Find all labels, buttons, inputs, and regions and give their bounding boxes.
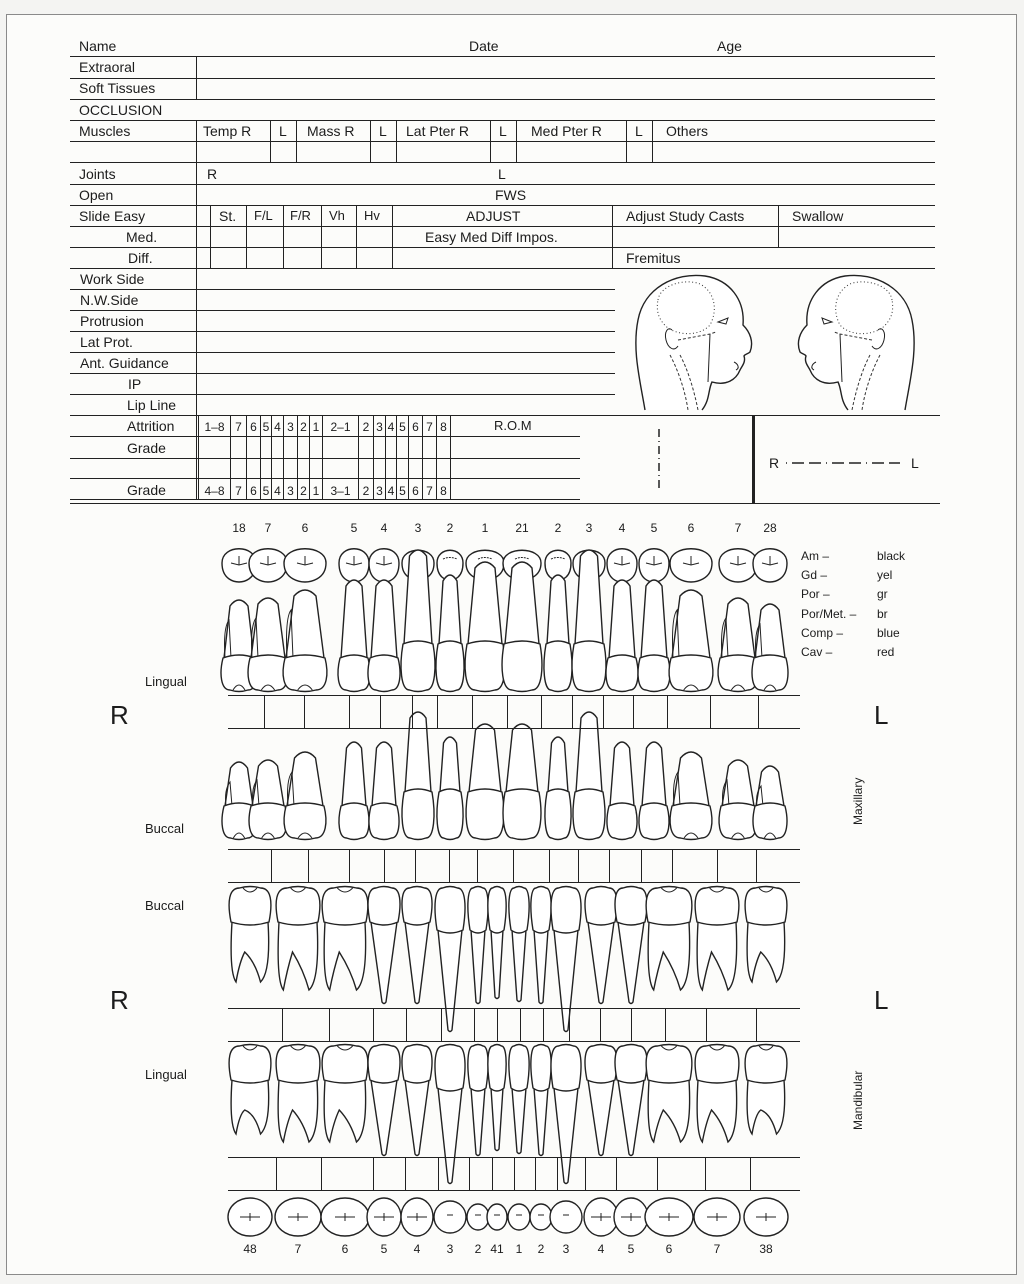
mandibular-tooth-number: 7: [294, 1242, 302, 1256]
tooth-upper[interactable]: [752, 604, 788, 692]
tooth-notation-cell[interactable]: [330, 1009, 372, 1040]
muscle-mass-l: L: [379, 123, 387, 139]
tooth-upper[interactable]: [638, 580, 670, 692]
tooth-occlusal-lower[interactable]: [401, 1198, 433, 1236]
tooth-notation-cell[interactable]: [658, 1158, 704, 1189]
mandibular-tooth-number: 41: [490, 1242, 504, 1256]
tooth-lower[interactable]: [229, 887, 271, 983]
attrition-lower-tooth: 7: [235, 484, 242, 498]
maxillary-tooth-number: 1: [481, 521, 489, 535]
tooth-occlusal-upper[interactable]: [670, 549, 712, 582]
lingual-label-lower: Lingual: [145, 1067, 187, 1082]
attrition-lower-tooth: 7: [426, 484, 433, 498]
tooth-notation-cell[interactable]: [407, 1009, 440, 1040]
attrition-upper-tooth: 6: [250, 420, 257, 434]
chart-grid-rule: [228, 1041, 800, 1042]
tooth-notation-cell[interactable]: [706, 1158, 749, 1189]
tooth-occlusal-lower[interactable]: [508, 1204, 530, 1230]
tooth-notation-cell[interactable]: [439, 1158, 468, 1189]
maxillary-tooth-number: 28: [763, 521, 777, 535]
tooth-upper[interactable]: [338, 580, 370, 692]
tooth-occlusal-lower[interactable]: [367, 1198, 401, 1236]
tooth-notation-cell[interactable]: [374, 1009, 405, 1040]
tooth-upper[interactable]: [369, 742, 399, 840]
tooth-upper[interactable]: [466, 724, 504, 840]
tooth-notation-cell[interactable]: [666, 1009, 705, 1040]
open-label: Open: [79, 187, 114, 203]
attrition-upper-tooth: 2: [300, 420, 307, 434]
nw-side-label: N.W.Side: [80, 292, 139, 308]
tooth-lower[interactable]: [368, 1045, 400, 1156]
tooth-lower[interactable]: [468, 1045, 488, 1156]
attrition-upper-tooth: 4: [274, 420, 281, 434]
tooth-lower[interactable]: [322, 1045, 368, 1143]
tooth-notation-cell[interactable]: [544, 1009, 568, 1040]
tooth-notation-cell[interactable]: [521, 1009, 542, 1040]
tooth-lower[interactable]: [745, 887, 787, 983]
tooth-notation-cell[interactable]: [498, 1009, 519, 1040]
attrition-upper-tooth: 2–1: [330, 420, 351, 434]
maxillary-tooth-number: 6: [301, 521, 309, 535]
protrusion-label: Protrusion: [80, 313, 144, 329]
tooth-upper[interactable]: [639, 742, 669, 840]
tooth-notation-cell[interactable]: [350, 696, 379, 727]
tooth-notation-cell[interactable]: [416, 850, 448, 881]
tooth-lower[interactable]: [531, 1045, 551, 1156]
tooth-upper[interactable]: [339, 742, 369, 840]
attrition-upper-tooth: 4: [387, 420, 395, 434]
age-label: Age: [717, 38, 742, 54]
tooth-upper[interactable]: [502, 562, 542, 692]
name-label: Name: [79, 38, 117, 54]
tooth-notation-cell[interactable]: [438, 696, 471, 727]
attrition-upper-tooth: 7: [235, 420, 242, 434]
tooth-occlusal-lower[interactable]: [614, 1198, 648, 1236]
attrition-label: Attrition: [127, 418, 175, 434]
muscle-temp-l: L: [279, 123, 287, 139]
maxillary-tooth-number: 5: [650, 521, 658, 535]
muscle-mass-r: Mass R: [307, 123, 355, 139]
legend-material: Gd –: [801, 568, 828, 583]
tooth-notation-cell[interactable]: [668, 696, 709, 727]
tooth-lower[interactable]: [509, 1045, 529, 1154]
muscle-lat-pter-l: L: [499, 123, 507, 139]
tooth-lower[interactable]: [531, 887, 551, 1004]
tooth-notation-cell[interactable]: [229, 850, 270, 881]
attrition-lower-tooth: 2: [362, 484, 370, 498]
muscle-lat-pter-r: Lat Pter R: [406, 123, 470, 139]
adjust-heading: ADJUST: [466, 208, 521, 224]
slide-med-label: Med.: [126, 229, 158, 245]
rom-label: R.O.M: [494, 418, 532, 433]
tooth-notation-cell[interactable]: [757, 850, 799, 881]
tooth-lower[interactable]: [745, 1045, 787, 1135]
tooth-upper[interactable]: [669, 590, 713, 692]
tooth-lower[interactable]: [488, 1045, 506, 1151]
tooth-upper[interactable]: [607, 742, 637, 840]
tooth-notation-cell[interactable]: [442, 1009, 473, 1040]
tooth-lower[interactable]: [615, 1045, 647, 1156]
slide-col-vh: Vh: [329, 208, 345, 223]
tooth-upper[interactable]: [284, 752, 326, 840]
tooth-upper[interactable]: [402, 712, 434, 840]
tooth-notation-cell[interactable]: [673, 850, 716, 881]
tooth-notation-cell[interactable]: [265, 696, 303, 727]
tooth-lower[interactable]: [322, 887, 368, 991]
joints-label: Joints: [79, 166, 116, 182]
grade-label-1: Grade: [127, 440, 166, 456]
tooth-notation-cell[interactable]: [542, 696, 571, 727]
maxillary-tooth-number: 2: [446, 521, 454, 535]
slide-col-st: St.: [219, 208, 237, 224]
tooth-lower[interactable]: [585, 887, 617, 1004]
occlusion-heading: OCCLUSION: [79, 102, 163, 118]
tooth-notation-cell[interactable]: [381, 696, 411, 727]
tooth-notation-cell[interactable]: [570, 1009, 599, 1040]
buccal-label-upper: Buccal: [145, 821, 185, 836]
tooth-notation-cell[interactable]: [751, 1158, 799, 1189]
tooth-notation-cell[interactable]: [601, 1009, 630, 1040]
maxillary-tooth-number: 21: [515, 521, 529, 535]
tooth-notation-cell[interactable]: [558, 1158, 584, 1189]
tooth-lower[interactable]: [695, 887, 739, 991]
right-side-marker-upper: R: [110, 700, 129, 730]
rom-r-label: R: [769, 455, 780, 471]
tooth-notation-cell[interactable]: [229, 1158, 275, 1189]
rom-l-label: L: [911, 455, 919, 471]
tooth-occlusal-upper[interactable]: [753, 549, 787, 582]
slide-col-fl: F/L: [254, 208, 273, 223]
tooth-notation-cell[interactable]: [718, 850, 755, 881]
tooth-lower[interactable]: [646, 1045, 692, 1143]
tooth-upper[interactable]: [436, 575, 464, 692]
legend-color: blue: [877, 625, 900, 640]
attrition-lower-tooth: 5: [399, 484, 406, 498]
mandibular-tooth-number: 4: [413, 1242, 421, 1256]
tooth-notation-cell[interactable]: [610, 850, 640, 881]
legend-color: yel: [877, 568, 893, 583]
tooth-occlusal-lower[interactable]: [275, 1198, 321, 1236]
attrition-upper-tooth: 1: [312, 420, 320, 434]
slide-easy-label: Slide Easy: [79, 208, 146, 224]
attrition-lower-tooth: 4: [274, 484, 281, 498]
legend-color: black: [877, 549, 906, 563]
tooth-occlusal-lower[interactable]: [584, 1198, 618, 1236]
maxillary-tooth-number: 3: [414, 521, 422, 535]
tooth-notation-cell[interactable]: [586, 1158, 615, 1189]
maxillary-label: Maxillary: [851, 777, 865, 825]
tooth-lower[interactable]: [276, 1045, 320, 1143]
maxillary-tooth-number: 3: [585, 521, 593, 535]
mandibular-tooth-number: 48: [243, 1242, 257, 1256]
soft-tissues-label: Soft Tissues: [79, 80, 156, 96]
joints-r: R: [207, 166, 218, 182]
buccal-label-lower: Buccal: [145, 898, 185, 913]
tooth-notation-cell[interactable]: [322, 1158, 372, 1189]
attrition-lower-tooth: 3: [376, 484, 383, 498]
attrition-lower-tooth: 4: [387, 484, 395, 498]
tooth-notation-cell[interactable]: [305, 696, 348, 727]
slide-diff-label: Diff.: [128, 250, 153, 266]
attrition-upper-tooth: 1–8: [204, 420, 225, 434]
attrition-upper-tooth: 5: [399, 420, 406, 434]
tooth-notation-cell[interactable]: [508, 696, 540, 727]
tooth-notation-cell[interactable]: [550, 850, 577, 881]
joints-l: L: [498, 166, 506, 182]
tooth-occlusal-lower[interactable]: [434, 1201, 466, 1233]
tooth-lower[interactable]: [276, 887, 320, 991]
tooth-occlusal-lower[interactable]: [530, 1204, 552, 1230]
slide-col-hv: Hv: [364, 208, 380, 223]
mandibular-tooth-number: 5: [380, 1242, 388, 1256]
tooth-occlusal-upper[interactable]: [607, 549, 637, 582]
muscle-temp-r: Temp R: [203, 123, 252, 139]
tooth-notation-cell[interactable]: [283, 1009, 328, 1040]
legend-material: Am –: [801, 549, 830, 563]
mandibular-tooth-number: 1: [515, 1242, 523, 1256]
swallow-label: Swallow: [792, 208, 844, 224]
chart-grid-rule: [228, 882, 800, 883]
left-side-marker-upper: L: [874, 700, 889, 730]
work-side-label: Work Side: [80, 271, 145, 287]
adjust-study-casts-label: Adjust Study Casts: [626, 208, 745, 224]
tooth-lower[interactable]: [402, 887, 432, 1004]
tooth-notation-cell[interactable]: [493, 1158, 513, 1189]
tooth-lower[interactable]: [585, 1045, 617, 1156]
attrition-lower-tooth: 6: [412, 484, 419, 498]
mandibular-tooth-number: 6: [341, 1242, 349, 1256]
lat-prot-label: Lat Prot.: [80, 334, 133, 350]
tooth-notation-cell[interactable]: [573, 696, 602, 727]
tooth-occlusal-lower[interactable]: [550, 1201, 582, 1233]
tooth-upper[interactable]: [465, 562, 505, 692]
tooth-occlusal-lower[interactable]: [487, 1204, 507, 1230]
attrition-upper-tooth: 5: [262, 420, 270, 434]
tooth-lower[interactable]: [615, 887, 647, 1004]
muscle-others: Others: [666, 123, 709, 139]
tooth-notation-cell[interactable]: [579, 850, 608, 881]
tooth-notation-cell[interactable]: [634, 696, 666, 727]
attrition-upper-tooth: 2: [362, 420, 370, 434]
tooth-notation-cell[interactable]: [350, 850, 383, 881]
attrition-lower-tooth: 5: [262, 484, 270, 498]
maxillary-tooth-number: 7: [734, 521, 742, 535]
tooth-occlusal-lower[interactable]: [228, 1198, 272, 1236]
adjust-scale: Easy Med Diff Impos.: [425, 229, 558, 245]
mandibular-tooth-number: 2: [474, 1242, 482, 1256]
date-label: Date: [469, 38, 499, 54]
attrition-lower-tooth: 3: [287, 484, 294, 498]
mandibular-label: Mandibular: [851, 1070, 865, 1130]
grade-label-2: Grade: [127, 482, 166, 498]
attrition-upper-tooth: 6: [412, 420, 419, 434]
tooth-notation-cell[interactable]: [536, 1158, 556, 1189]
tooth-occlusal-lower[interactable]: [744, 1198, 788, 1236]
muscles-label: Muscles: [79, 123, 131, 139]
tooth-notation-cell[interactable]: [757, 1009, 799, 1040]
maxillary-tooth-number: 7: [264, 521, 272, 535]
lingual-label-upper: Lingual: [145, 674, 187, 689]
mandibular-tooth-number: 6: [665, 1242, 673, 1256]
tooth-upper[interactable]: [606, 580, 638, 692]
tooth-notation-cell[interactable]: [406, 1158, 437, 1189]
legend-material: Cav –: [801, 645, 833, 659]
tooth-lower[interactable]: [402, 1045, 432, 1156]
tooth-occlusal-upper[interactable]: [339, 549, 369, 582]
mandibular-tooth-number: 5: [627, 1242, 635, 1256]
mandibular-tooth-number: 38: [759, 1242, 773, 1256]
attrition-lower-tooth: 1: [312, 484, 320, 498]
tooth-notation-cell[interactable]: [759, 696, 799, 727]
attrition-lower-tooth: 3–1: [330, 484, 351, 498]
mandibular-tooth-number: 2: [537, 1242, 545, 1256]
tooth-lower[interactable]: [488, 887, 506, 999]
tooth-notation-cell[interactable]: [309, 850, 348, 881]
maxillary-tooth-number: 5: [350, 521, 358, 535]
tooth-notation-cell[interactable]: [470, 1158, 491, 1189]
tooth-upper[interactable]: [283, 590, 327, 692]
tooth-notation-cell[interactable]: [604, 696, 632, 727]
attrition-upper-tooth: 3: [376, 420, 383, 434]
tooth-lower[interactable]: [468, 887, 488, 1004]
tooth-upper[interactable]: [437, 737, 463, 840]
right-side-marker-lower: R: [110, 985, 129, 1015]
open-fws: FWS: [495, 187, 527, 203]
legend-material: Por/Met. –: [801, 606, 857, 621]
ant-guidance-label: Ant. Guidance: [80, 355, 169, 371]
ip-label: IP: [128, 376, 142, 392]
mandibular-tooth-number: 4: [597, 1242, 605, 1256]
tooth-notation-cell[interactable]: [374, 1158, 404, 1189]
tooth-notation-cell[interactable]: [515, 1158, 534, 1189]
attrition-upper-tooth: 8: [440, 420, 447, 434]
tooth-notation-cell[interactable]: [478, 850, 512, 881]
tooth-notation-cell[interactable]: [229, 1009, 281, 1040]
chart-grid-rule: [228, 1190, 800, 1191]
tooth-upper[interactable]: [719, 760, 757, 840]
legend-material: Por –: [801, 587, 830, 602]
attrition-lower-tooth: 6: [250, 484, 257, 498]
tooth-occlusal-upper[interactable]: [639, 549, 669, 582]
tooth-upper[interactable]: [503, 724, 541, 840]
maxillary-tooth-number: 4: [618, 521, 626, 535]
tooth-upper[interactable]: [753, 766, 787, 840]
tooth-upper[interactable]: [545, 737, 571, 840]
tooth-notation-cell[interactable]: [632, 1009, 664, 1040]
extraoral-label: Extraoral: [79, 59, 136, 75]
tooth-notation-cell[interactable]: [707, 1009, 755, 1040]
tooth-upper[interactable]: [573, 712, 605, 840]
tooth-occlusal-lower[interactable]: [321, 1198, 369, 1236]
tooth-lower[interactable]: [368, 887, 400, 1004]
tooth-notation-cell[interactable]: [475, 1009, 496, 1040]
tooth-lower[interactable]: [695, 1045, 739, 1143]
tooth-notation-cell[interactable]: [450, 850, 476, 881]
chart-grid-rule: [228, 728, 800, 729]
muscle-med-pter-l: L: [635, 123, 643, 139]
muscle-med-pter-r: Med Pter R: [531, 123, 602, 139]
legend-color: br: [877, 606, 888, 621]
tooth-notation-cell[interactable]: [617, 1158, 656, 1189]
attrition-upper-tooth: 7: [426, 420, 433, 434]
tooth-lower[interactable]: [509, 887, 529, 1002]
tooth-upper[interactable]: [368, 580, 400, 692]
lip-line-label: Lip Line: [127, 397, 177, 413]
attrition-lower-tooth: 4–8: [204, 484, 225, 498]
tooth-occlusal-upper[interactable]: [719, 549, 757, 582]
legend-color: gr: [877, 587, 888, 602]
tooth-notation-cell[interactable]: [473, 696, 506, 727]
maxillary-tooth-number: 4: [380, 521, 388, 535]
tooth-occlusal-upper[interactable]: [249, 549, 287, 582]
tooth-upper[interactable]: [670, 752, 712, 840]
maxillary-tooth-number: 18: [232, 521, 246, 535]
tooth-notation-cell[interactable]: [711, 696, 757, 727]
tooth-notation-cell[interactable]: [229, 696, 263, 727]
maxillary-tooth-number: 2: [554, 521, 562, 535]
mandibular-tooth-number: 3: [562, 1242, 570, 1256]
tooth-lower[interactable]: [646, 887, 692, 991]
tooth-occlusal-upper[interactable]: [369, 549, 399, 582]
tooth-occlusal-lower[interactable]: [645, 1198, 693, 1236]
tooth-notation-cell[interactable]: [385, 850, 414, 881]
attrition-upper-tooth: 3: [287, 420, 294, 434]
legend-color: red: [877, 645, 895, 659]
tooth-notation-cell[interactable]: [413, 696, 436, 727]
tooth-upper[interactable]: [544, 575, 572, 692]
left-side-marker-lower: L: [874, 985, 889, 1015]
tooth-notation-cell[interactable]: [277, 1158, 320, 1189]
tooth-upper[interactable]: [248, 598, 288, 692]
slide-col-fr: F/R: [290, 208, 311, 223]
tooth-occlusal-lower[interactable]: [694, 1198, 740, 1236]
attrition-lower-tooth: 2: [300, 484, 307, 498]
tooth-occlusal-upper[interactable]: [284, 549, 326, 582]
tooth-notation-cell[interactable]: [514, 850, 548, 881]
tooth-notation-cell[interactable]: [642, 850, 671, 881]
tooth-upper[interactable]: [249, 760, 287, 840]
mandibular-tooth-number: 7: [713, 1242, 721, 1256]
tooth-notation-cell[interactable]: [272, 850, 307, 881]
mandibular-tooth-number: 3: [446, 1242, 454, 1256]
tooth-lower[interactable]: [229, 1045, 271, 1135]
attrition-lower-tooth: 8: [440, 484, 447, 498]
legend-material: Comp –: [801, 625, 844, 640]
fremitus-label: Fremitus: [626, 250, 681, 266]
maxillary-tooth-number: 6: [687, 521, 695, 535]
tooth-occlusal-lower[interactable]: [467, 1204, 489, 1230]
